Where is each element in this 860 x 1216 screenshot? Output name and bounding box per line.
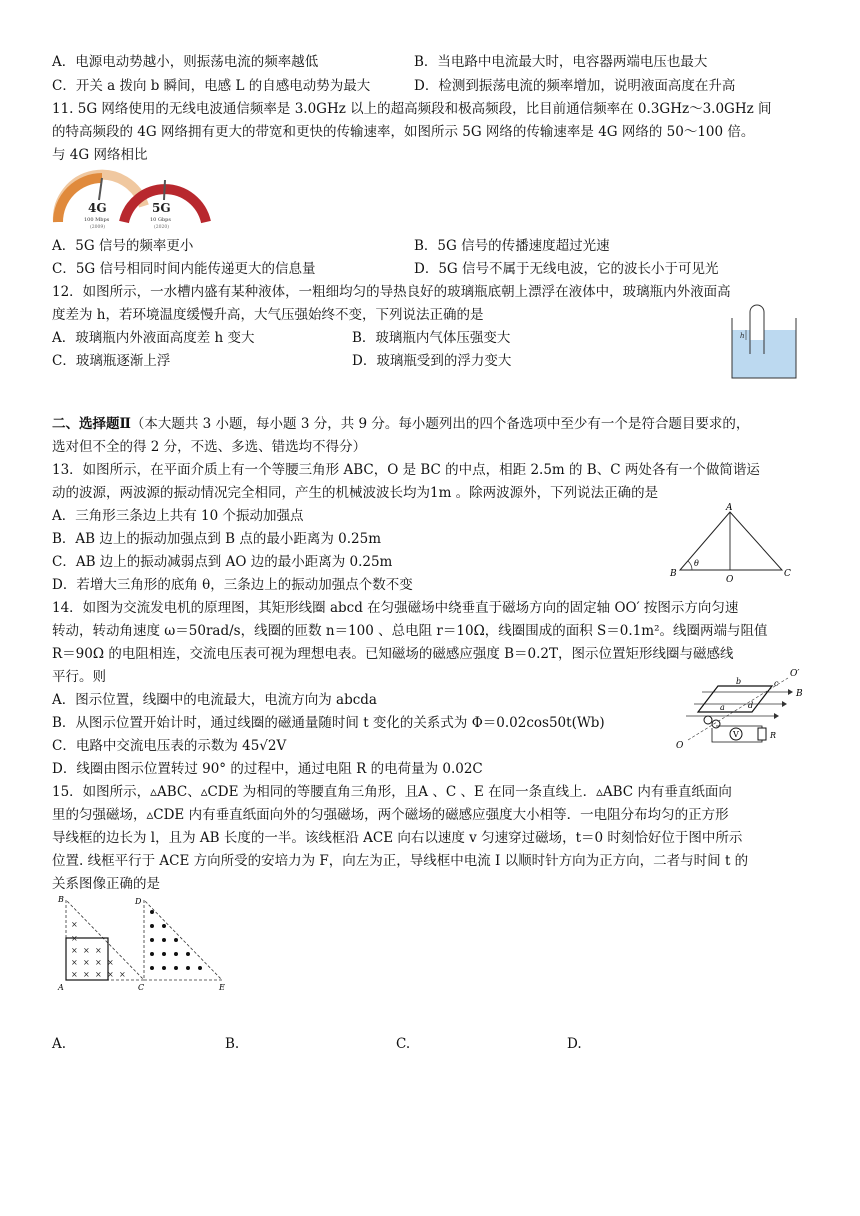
resistor-label: R bbox=[770, 731, 777, 740]
cross-mark: × bbox=[83, 958, 90, 967]
dot-mark bbox=[162, 938, 166, 942]
q13-option-c: C．AB 边上的振动减弱点到 AO 边的最小距离为 0.25m bbox=[52, 554, 393, 570]
angle-theta-arc bbox=[688, 561, 692, 570]
q15-graph-a bbox=[76, 996, 186, 1088]
cross-mark: × bbox=[95, 958, 102, 967]
q12-tank-figure bbox=[728, 304, 800, 382]
dot-mark bbox=[162, 952, 166, 956]
q14-stem-line2: 转动，转动角速度 ω＝50rad/s，线圈的匝数 n＝100 、总电阻 r＝10Ω，线圈围成的面积 S＝0.1m²。线圈两端与阻值 bbox=[52, 623, 768, 639]
gauge-5g-label: 5G bbox=[152, 201, 171, 215]
q13-stem-line1: 13．如图所示，在平面介质上有一个等腰三角形 ABC，O 是 BC 的中点，相距 2.5m 的 B、C 两处各有一个做简谐运 bbox=[52, 462, 760, 478]
q14-option-b: B．从图示位置开始计时，通过线圈的磁通量随时间 t 变化的关系式为 Φ＝0.02cos50t(Wb) bbox=[52, 715, 605, 731]
q13-triangle-figure bbox=[668, 500, 798, 586]
cross-mark: × bbox=[71, 946, 78, 955]
cross-mark: × bbox=[71, 970, 78, 979]
q12-option-d: D．玻璃瓶受到的浮力变大 bbox=[352, 353, 512, 369]
dot-mark bbox=[150, 924, 154, 928]
dot-mark bbox=[186, 952, 190, 956]
gauge-4g-speed: 100 Mbps bbox=[84, 217, 110, 223]
q13-option-b: B．AB 边上的振动加强点到 B 点的最小距离为 0.25m bbox=[52, 531, 382, 547]
label-c: C bbox=[138, 983, 145, 992]
q12-stem-line2: 度差为 h，若环境温度缓慢升高，大气压强始终不变，下列说法正确的是 bbox=[52, 307, 484, 323]
q15-option-d-label: D. bbox=[567, 1036, 582, 1052]
q14-stem-line3: R＝90Ω 的电阻相连，交流电压表可视为理想电表。已知磁场的磁感应强度 B＝0.2T，图示位置矩形线圈与磁感线 bbox=[52, 646, 734, 662]
q13-option-d: D．若增大三角形的底角 θ，三条边上的振动加强点个数不变 bbox=[52, 577, 413, 593]
q15-stem-line4: 位置. 线框平行于 ACE 方向所受的安培力为 F，向左为正，导线框中电流 I 以顺时针方向为正方向，二者与时间 t 的 bbox=[52, 853, 749, 869]
cross-mark: × bbox=[83, 970, 90, 979]
label-a: a bbox=[720, 703, 725, 712]
coil-abcd bbox=[698, 686, 772, 712]
q11-option-c: C．5G 信号相同时间内能传递更大的信息量 bbox=[52, 261, 316, 277]
dot-mark bbox=[174, 966, 178, 970]
cross-mark: × bbox=[107, 958, 114, 967]
cross-mark: × bbox=[107, 970, 114, 979]
bottle-inner-liquid bbox=[751, 340, 764, 354]
q15-stem-line5: 关系图像正确的是 bbox=[52, 876, 160, 892]
cross-mark: × bbox=[119, 970, 126, 979]
q11-gauge-figure bbox=[52, 166, 212, 232]
field-arrow-3 bbox=[774, 713, 779, 719]
inward-field-marks bbox=[71, 920, 126, 979]
label-e: E bbox=[219, 983, 225, 992]
cross-mark: × bbox=[71, 958, 78, 967]
resistor-r bbox=[758, 728, 766, 740]
q13-option-a: A．三角形三条边上共有 10 个振动加强点 bbox=[52, 508, 304, 524]
outward-field-marks bbox=[150, 910, 202, 970]
q11-option-b: B．5G 信号的传播速度超过光速 bbox=[414, 238, 610, 254]
slip-ring-2 bbox=[712, 720, 720, 728]
gauge-5g-needle bbox=[164, 180, 165, 200]
gauge-4g-year: (2009) bbox=[90, 225, 105, 230]
q10-option-c: C．开关 a 拨向 b 瞬间，电感 L 的自感电动势为最大 bbox=[52, 78, 371, 94]
voltmeter-label: V bbox=[733, 730, 739, 739]
label-o: O bbox=[676, 741, 684, 751]
label-a: A bbox=[726, 503, 733, 513]
height-label: h bbox=[740, 332, 745, 340]
q12-option-b: B．玻璃瓶内气体压强变大 bbox=[352, 330, 511, 346]
label-a: A bbox=[58, 983, 64, 992]
field-arrow-1 bbox=[788, 689, 793, 695]
q10-option-b: B．当电路中电流最大时，电容器两端电压也最大 bbox=[414, 54, 708, 70]
label-b: B bbox=[58, 895, 64, 904]
label-b-field: B bbox=[796, 689, 803, 699]
q14-stem-line4: 平行。则 bbox=[52, 669, 106, 685]
field-arrow-2 bbox=[782, 701, 787, 707]
label-b: B bbox=[670, 569, 677, 579]
q15-option-c-label: C. bbox=[396, 1036, 411, 1052]
label-c: c bbox=[774, 679, 779, 688]
q10-option-a: A．电源电动势越小，则振荡电流的频率越低 bbox=[52, 54, 319, 70]
q14-generator-figure bbox=[672, 664, 808, 752]
dot-mark bbox=[162, 924, 166, 928]
label-o: O bbox=[726, 575, 734, 585]
q11-stem-line3: 与 4G 网络相比 bbox=[52, 147, 148, 163]
triangle-cde bbox=[144, 900, 222, 980]
q15-option-b-label: B. bbox=[225, 1036, 240, 1052]
label-d: d bbox=[748, 701, 754, 710]
q12-stem-line1: 12．如图所示，一水槽内盛有某种液体，一粗细均匀的导热良好的玻璃瓶底朝上漂浮在液体中，玻璃瓶内外液面高 bbox=[52, 284, 731, 300]
section2-title: 二、选择题Ⅱ bbox=[52, 416, 131, 432]
q15-field-figure bbox=[56, 894, 236, 994]
q15-stem-line2: 里的匀强磁场，▵CDE 内有垂直纸面向外的匀强磁场，两个磁场的磁感应强度大小相等．一电阻分布均匀的正方形 bbox=[52, 807, 729, 823]
label-theta: θ bbox=[694, 559, 699, 568]
dot-mark bbox=[150, 966, 154, 970]
label-d: D bbox=[135, 897, 142, 906]
section2-desc-line2: 选对但不全的得 2 分，不选、多选、错选均不得分） bbox=[52, 439, 367, 455]
cross-mark: × bbox=[83, 946, 90, 955]
q15-graph-d bbox=[590, 996, 700, 1088]
q11-option-d: D．5G 信号不属于无线电波，它的波长小于可见光 bbox=[414, 261, 719, 277]
label-o-prime: O′ bbox=[790, 669, 800, 679]
q12-option-a: A．玻璃瓶内外液面高度差 h 变大 bbox=[52, 330, 255, 346]
gauge-5g-speed: 10 Gbps bbox=[150, 217, 171, 223]
q15-option-a-label: A. bbox=[52, 1036, 67, 1052]
gauge-4g-label: 4G bbox=[88, 201, 107, 215]
q13-stem-line2: 动的波源，两波源的振动情况完全相同，产生的机械波波长均为1m 。除两波源外，下列说法正确的是 bbox=[52, 485, 659, 501]
q15-stem-line1: 15．如图所示，▵ABC、▵CDE 为相同的等腰直角三角形，且A 、C 、E 在同一条直线上．▵ABC 内有垂直纸面向 bbox=[52, 784, 732, 800]
cross-mark: × bbox=[95, 970, 102, 979]
q12-option-c: C．玻璃瓶逐渐上浮 bbox=[52, 353, 171, 369]
dot-mark bbox=[150, 938, 154, 942]
label-c: C bbox=[784, 569, 791, 579]
dot-mark bbox=[150, 952, 154, 956]
dot-mark bbox=[150, 910, 154, 914]
gauge-5g-year: (2020) bbox=[154, 225, 169, 230]
section2-header bbox=[52, 414, 812, 434]
q14-stem-line1: 14．如图为交流发电机的原理图，其矩形线圈 abcd 在匀强磁场中绕垂直于磁场方向的固定轴 OO′ 按图示方向匀速 bbox=[52, 600, 739, 616]
q15-graph-b bbox=[248, 996, 358, 1088]
q14-option-c: C．电路中交流电压表的示数为 45√2V bbox=[52, 738, 287, 754]
dot-mark bbox=[174, 938, 178, 942]
gauge-4g-arc bbox=[58, 178, 102, 222]
q15-graph-c bbox=[420, 996, 530, 1088]
q14-option-a: A．图示位置，线圈中的电流最大，电流方向为 abcda bbox=[52, 692, 377, 708]
dot-mark bbox=[174, 952, 178, 956]
q11-option-a: A．5G 信号的频率更小 bbox=[52, 238, 194, 254]
dot-mark bbox=[186, 966, 190, 970]
slip-ring-1 bbox=[704, 716, 712, 724]
q10-option-d: D．检测到振荡电流的频率增加，说明液面高度在升高 bbox=[414, 78, 736, 94]
dot-mark bbox=[162, 966, 166, 970]
q14-option-d: D．线圈由图示位置转过 90° 的过程中，通过电阻 R 的电荷量为 0.02C bbox=[52, 761, 483, 777]
q15-stem-line3: 导线框的边长为 l，且为 AB 长度的一半。该线框沿 ACE 向右以速度 v 匀速穿过磁场，t＝0 时刻恰好位于图中所示 bbox=[52, 830, 743, 846]
cross-mark: × bbox=[95, 946, 102, 955]
q11-stem-line2: 的特高频段的 4G 网络拥有更大的带宽和更快的传输速率，如图所示 5G 网络的传输速率是 4G 网络的 50～100 倍。 bbox=[52, 124, 755, 140]
cross-mark: × bbox=[71, 920, 78, 929]
dot-mark bbox=[198, 966, 202, 970]
cross-mark: × bbox=[71, 934, 78, 943]
q11-stem-line1: 11. 5G 网络使用的无线电波通信频率是 3.0GHz 以上的超高频段和极高频段，比目前通信频率在 0.3GHz～3.0GHz 间 bbox=[52, 101, 772, 117]
label-b: b bbox=[736, 677, 742, 686]
section2-desc-line1: （本大题共 3 小题，每小题 3 分，共 9 分。每小题列出的四个备选项中至少有一个是符合题目要求的， bbox=[130, 416, 750, 432]
